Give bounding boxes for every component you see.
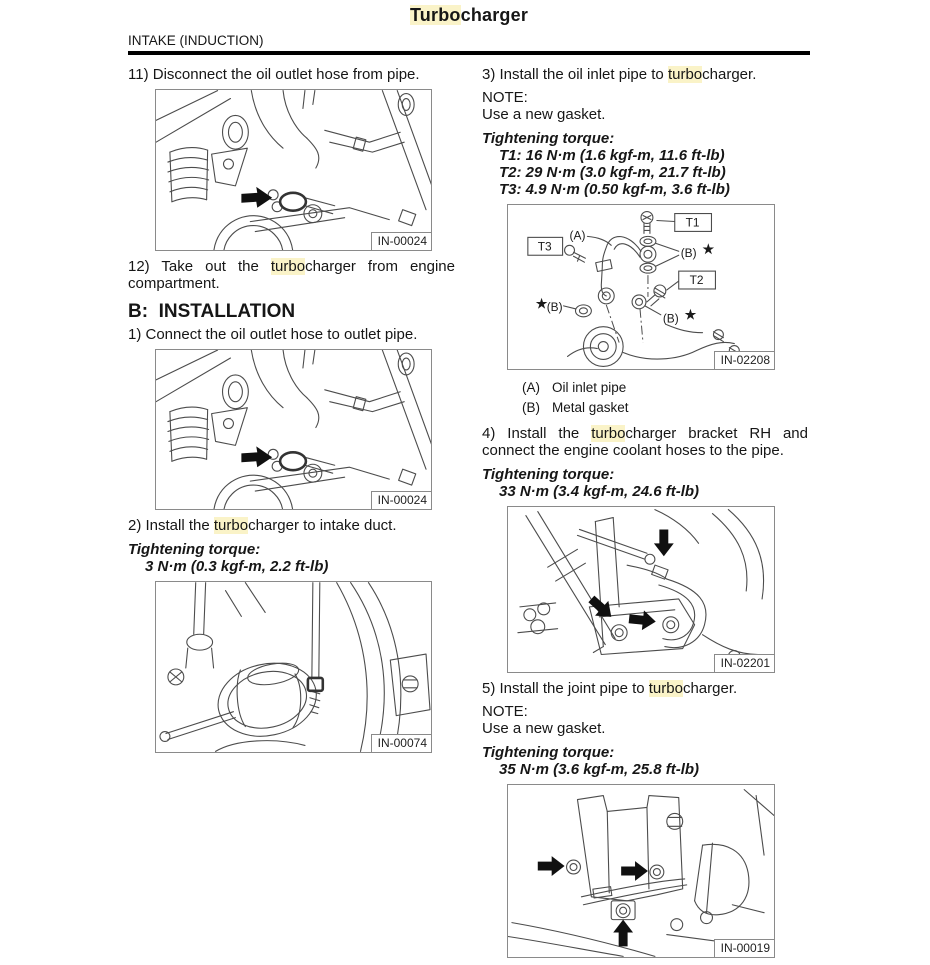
torque-spec-step2	[128, 541, 455, 575]
step-4: 4) Install the turbocharger bracket RH and connect the engine coolant hoses to the pipe.	[482, 425, 808, 459]
callout-t2	[679, 271, 716, 289]
callout-t3-label: T3	[537, 239, 552, 254]
torque-label: Tightening torque:	[482, 744, 615, 761]
torque-label: Tightening torque:	[482, 130, 615, 147]
section-heading-installation: B: INSTALLATION	[128, 301, 296, 322]
diagram-line-art	[508, 205, 774, 369]
torque-value: 35 N·m (3.6 kgf-m, 25.8 ft-lb)	[499, 761, 700, 778]
page-title	[128, 5, 810, 26]
torque-value: 33 N·m (3.4 kgf-m, 24.6 ft-lb)	[499, 483, 700, 500]
figure-oil-outlet-hose-1	[155, 89, 432, 251]
torque-label: Tightening torque:	[482, 466, 615, 483]
engine-line-art	[156, 582, 431, 752]
callout-t2-label: T2	[689, 273, 704, 288]
step-3: 3) Install the oil inlet pipe to turbocharger.	[482, 66, 757, 83]
pointer-arrow-icon	[538, 856, 565, 876]
note-label: NOTE:	[482, 89, 528, 106]
breadcrumb	[128, 33, 810, 55]
callout-b-left-label: (B)	[546, 299, 563, 314]
step-5: 5) Install the joint pipe to turbocharger.	[482, 680, 738, 697]
figure-label: IN-02201	[714, 654, 774, 672]
figure-joint-pipe	[507, 784, 775, 958]
figure-oil-outlet-hose-2	[155, 349, 432, 510]
callout-a-label: (A)	[569, 228, 586, 243]
legend-item-a: (A) Oil inlet pipe	[522, 380, 627, 395]
torque-spec-step4	[482, 466, 808, 500]
left-column	[128, 64, 455, 965]
figure-oil-inlet-pipe-diagram	[507, 204, 775, 370]
step-2: 2) Install the turbocharger to intake duct.	[128, 517, 397, 534]
pointer-arrow-icon	[241, 446, 272, 467]
pointer-arrow-icon	[241, 187, 272, 208]
content-columns	[128, 64, 810, 965]
note-text: Use a new gasket.	[482, 720, 606, 737]
torque-value-t3: T3: 4.9 N·m (0.50 kgf-m, 3.6 ft-lb)	[499, 181, 730, 198]
note-text: Use a new gasket.	[482, 106, 606, 123]
highlight-turbo: turbo	[591, 425, 626, 442]
star-icon: ★	[535, 295, 548, 311]
figure-label: IN-00024	[371, 232, 431, 250]
torque-value: 3 N·m (0.3 kgf-m, 2.2 ft-lb)	[145, 558, 329, 575]
figure-turbo-bracket-rh	[507, 506, 775, 673]
highlight-turbo: turbo	[667, 66, 703, 83]
step-12: 12) Take out the turbocharger from engine compartment.	[128, 258, 455, 292]
pointer-arrow-icon	[621, 861, 648, 881]
step-11: 11) Disconnect the oil outlet hose from pipe.	[128, 66, 420, 83]
title-rest: charger	[460, 5, 529, 25]
callout-b-bottom-label: (B)	[662, 311, 679, 326]
figure-label: IN-00019	[714, 939, 774, 957]
engine-line-art	[156, 90, 431, 250]
callout-t3	[528, 237, 563, 255]
engine-line-art	[156, 350, 431, 509]
figure-label: IN-00024	[371, 491, 431, 509]
breadcrumb-label: INTAKE (INDUCTION)	[128, 33, 264, 48]
figure-label: IN-00074	[371, 734, 431, 752]
legend-item-b: (B) Metal gasket	[522, 400, 629, 415]
torque-label: Tightening torque:	[128, 541, 261, 558]
engine-line-art	[508, 785, 774, 957]
note-label: NOTE:	[482, 703, 528, 720]
title-highlight: Turbo	[409, 5, 461, 25]
figure-label: IN-02208	[714, 351, 774, 369]
torque-spec-step3	[482, 130, 808, 198]
engine-line-art	[508, 507, 774, 672]
torque-value-t2: T2: 29 N·m (3.0 kgf-m, 21.7 ft-lb)	[499, 164, 726, 181]
highlight-turbo: turbo	[648, 680, 683, 697]
pointer-arrow-icon	[654, 529, 674, 556]
callout-b-right-label: (B)	[680, 246, 697, 261]
callout-t1-label: T1	[685, 215, 700, 230]
figure-legend	[522, 378, 808, 418]
star-icon: ★	[702, 241, 715, 257]
step-1: 1) Connect the oil outlet hose to outlet pipe.	[128, 326, 418, 343]
highlight-turbo: turbo	[213, 517, 249, 534]
right-column	[482, 64, 808, 965]
callout-t1	[675, 214, 712, 232]
highlight-turbo: turbo	[270, 258, 306, 275]
pointer-arrow-icon	[613, 920, 633, 947]
figure-turbo-intake-duct	[155, 581, 432, 753]
torque-value-t1: T1: 16 N·m (1.6 kgf-m, 11.6 ft-lb)	[499, 147, 725, 164]
star-icon: ★	[684, 306, 697, 322]
torque-spec-step5	[482, 744, 808, 778]
